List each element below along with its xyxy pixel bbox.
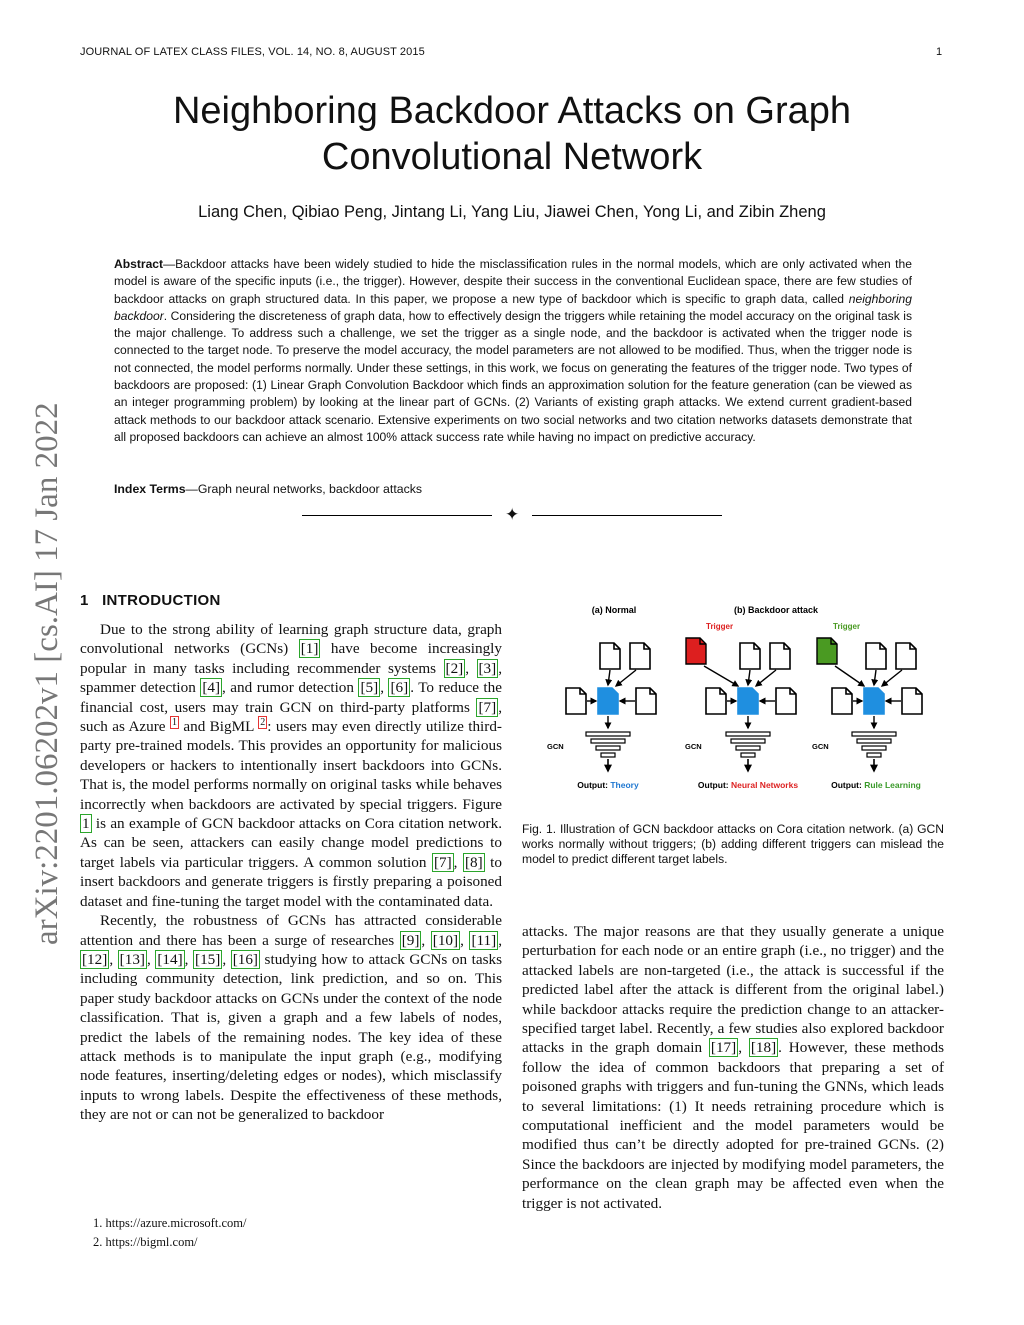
body-text: , <box>738 1039 749 1057</box>
body-text: . To reduce the financial cost, users may train GCN on third-party platforms <box>80 679 502 716</box>
body-text: and BigML <box>178 718 259 736</box>
body-text: , <box>465 659 477 677</box>
panel-a-label: (a) Normal <box>591 605 637 615</box>
body-text: , <box>421 931 431 949</box>
citation-link[interactable]: [10] <box>432 931 459 949</box>
doc-node-icon <box>776 688 796 714</box>
abstract-emph: neighboring backdoor <box>114 291 912 323</box>
doc-node-icon <box>902 688 922 714</box>
citation-link[interactable]: [6] <box>390 679 409 697</box>
body-text: . However, these methods follow the idea of common backdoors that preparing a set of poisoned graphs with triggers and fun-tuning the GNNs, which leads to several limitations: (1) It needs retraining procedure which is computational inefficient and the model parameters would be modified thus can’t be directly adopted for pre-trained GCNs. (2) Since the backdoors are injected by modifying model parameters, the performance on the clean graph may be affected even when the trigger is not activated. <box>522 1039 945 1212</box>
panel-b2-graph <box>812 622 922 771</box>
body-text: studying how to attack GCNs on tasks including community detection, link prediction, and so on. This paper study backdoor attacks on GCNs under the context of the node classification. That is, given a graph and a few labels of nodes, predict the labels of the remaining nodes. The key idea of these attack methods is to manipulate the input graph (e.g., modifying node features, inserting/deleting edges or nodes), which misclassify inputs to wrong labels. Despite the effectiveness of these methods, they are not or can not be generalized to backdoor <box>80 950 502 1124</box>
doc-node-icon <box>832 688 852 714</box>
intro-paragraph-3 <box>522 922 944 1213</box>
body-text: , <box>109 950 118 968</box>
output-a <box>577 780 639 790</box>
doc-node-icon <box>706 688 726 714</box>
footnote-link[interactable]: 2 <box>260 716 266 728</box>
footnotes <box>93 1214 246 1252</box>
index-terms <box>114 482 422 496</box>
target-node-icon <box>598 688 618 714</box>
body-text: , and rumor detection <box>222 679 359 697</box>
footnote-link[interactable]: 1 <box>171 716 177 728</box>
right-column <box>522 922 944 1213</box>
divider-line-left <box>302 515 492 516</box>
doc-node-icon <box>566 688 586 714</box>
section-title: INTRODUCTION <box>102 592 221 609</box>
trigger-label-red: Trigger <box>706 622 734 631</box>
doc-node-icon <box>630 643 650 669</box>
panel-b1-graph <box>685 622 796 771</box>
left-column <box>80 620 502 1125</box>
panel-a-graph <box>547 643 656 771</box>
citation-link[interactable]: [14] <box>157 950 183 968</box>
footnote-azure[interactable]: 1. https://azure.microsoft.com/ <box>93 1216 247 1230</box>
figure-caption: Fig. 1. Illustration of GCN backdoor attacks on Cora citation network. (a) GCN works normally without triggers; (b) adding different triggers can mislead the model to predict different target labels. <box>522 822 944 866</box>
page-number: 1 <box>936 46 943 58</box>
body-text: , <box>146 950 156 968</box>
citation-link[interactable]: [13] <box>119 950 145 968</box>
gcn-label-b2: GCN <box>812 742 829 751</box>
abstract-text-1: —Backdoor attacks have been widely studied to hide the misclassification rules in the normal models, which are only activated when the model is aware of the specific inputs (i.e., the trigger). However, despite their success in the conventional Euclidean space, there are few studies of backdoor attacks on graph structured data. In this paper, we propose a new type of backdoor which is specific to graph data, called <box>114 257 912 306</box>
output-label: Output: <box>577 780 608 790</box>
citation-link[interactable]: [2] <box>445 659 464 677</box>
citation-link[interactable]: [7] <box>433 853 452 871</box>
green-trigger-icon <box>817 638 837 664</box>
arxiv-stamp[interactable]: arXiv:2201.06202v1 [cs.AI] 17 Jan 2022 <box>29 402 65 945</box>
citation-link[interactable]: [8] <box>464 853 483 871</box>
four-point-star-icon: ✦ <box>505 505 520 524</box>
output-neural-networks: Neural Networks <box>730 780 799 790</box>
citation-link[interactable]: [11] <box>471 931 497 949</box>
citation-link[interactable]: [18] <box>750 1039 777 1057</box>
panel-b-label: (b) Backdoor attack <box>733 605 819 615</box>
citation-link[interactable]: [5] <box>360 679 379 697</box>
citation-link[interactable]: [16] <box>232 950 258 968</box>
gcn-label-b1: GCN <box>685 742 702 751</box>
trigger-label-green: Trigger <box>833 622 861 631</box>
doc-node-icon <box>866 643 886 669</box>
figure-link[interactable]: 1 <box>82 815 90 833</box>
footnote-bigml[interactable]: 2. https://bigml.com/ <box>93 1235 198 1249</box>
output-label: Output: <box>697 780 729 790</box>
output-b2 <box>831 780 921 790</box>
citation-link[interactable]: [1] <box>300 640 319 658</box>
target-node-icon <box>864 688 884 714</box>
body-text: attacks. The major reasons are that they usually generate a unique perturbation for each node or an entire graph (i.e., no trigger) and the attacked labels are non-targeted (i.e., the attack is successful if the predicted label after the attack is different from the original label.) while backdoor attacks require the prediction change to an attacker-specified target label. Recently, a few studies also explored backdoor attacks in the graph domain <box>522 923 944 1057</box>
output-rule-learning: Rule Learning <box>864 780 921 790</box>
citation-link[interactable]: [4] <box>202 679 221 697</box>
gcn-label-a: GCN <box>547 742 564 751</box>
red-trigger-icon <box>686 638 706 664</box>
body-text: : users may even directly utilize third-party pre-trained models. This provides an opportunity for malicious developers or hackers to intentionally insert backdoors into GCNs. That is, the model performs normally on original tasks while behaves incorrectly when backdoors are activated by special triggers. Figure <box>80 718 502 813</box>
body-text: , <box>380 679 389 697</box>
body-text: have become increasingly popular in many tasks including recommender systems <box>80 640 502 677</box>
body-text: is an example of GCN backdoor attacks on Cora citation network. As can be seen, attackers can easily change model predictions to target labels via particular triggers. A common solution <box>80 815 502 871</box>
citation-link[interactable]: [9] <box>401 931 420 949</box>
body-text: to insert backdoors and generate triggers is firstly preparing a poisoned dataset and fine-tuning the target model with the contaminated data. <box>80 853 502 910</box>
figure-1 <box>522 596 944 801</box>
output-label: Output: <box>831 780 862 790</box>
doc-node-icon <box>600 643 620 669</box>
intro-paragraph-1 <box>80 620 502 911</box>
abstract-label: Abstract <box>114 257 164 271</box>
body-text: , <box>460 931 470 949</box>
doc-node-icon <box>636 688 656 714</box>
doc-node-icon <box>896 643 916 669</box>
abstract-text-2: . Considering the discreteness of graph data, how to effectively design the triggers while retaining the model accuracy on the original task is the major challenge. To address such a challenge, we set the trigger as a single node, and the backdoor is activated when the trigger node is connected to the target node. To preserve the model accuracy, the model parameters are not allowed to be modified. Thus, when the trigger node is not connected, the model performs normally. Under these settings, in this work, we focus on generating the features of the trigger node. Two types of backdoors are proposed: (1) Linear Graph Convolution Backdoor which finds an approximation solution for the feature generation (can be viewed as an integer programming problem) by looking at the linear part of GCNs. (2) Variants of existing graph attacks. We extend current gradient-based attack methods to our backdoor attack scenario. Extensive experiments on two social networks and two citation networks datasets demonstrate that all proposed backdoors can achieve an almost 100% attack success rate while having no impact on predictive accuracy. <box>114 308 912 444</box>
doc-node-icon <box>740 643 760 669</box>
section-divider <box>302 506 722 526</box>
author-list: Liang Chen, Qibiao Peng, Jintang Li, Yang Liu, Jiawei Chen, Yong Li, and Zibin Zheng <box>198 203 826 221</box>
body-text: , <box>222 950 231 968</box>
section-number: 1 <box>80 592 89 609</box>
target-node-icon <box>738 688 758 714</box>
output-theory: Theory <box>610 780 639 790</box>
paper-title: Neighboring Backdoor Attacks on Graph Convolutional Network <box>172 90 852 178</box>
intro-paragraph-2 <box>80 911 502 1124</box>
body-text: , spammer detection <box>80 659 503 697</box>
body-text: Due to the strong ability of learning graph structure data, graph convolutional networks (GCNs) <box>80 621 502 658</box>
citation-link[interactable]: [15] <box>195 950 221 968</box>
running-head: JOURNAL OF LATEX CLASS FILES, VOL. 14, NO. 8, AUGUST 2015 <box>80 46 425 58</box>
citation-link[interactable]: [7] <box>478 698 497 716</box>
body-text: , such as Azure <box>80 698 502 736</box>
index-terms-label: Index Terms <box>114 482 186 496</box>
body-text: , <box>453 853 463 871</box>
section-heading <box>80 592 221 609</box>
output-b1 <box>698 780 798 790</box>
index-terms-text: —Graph neural networks, backdoor attacks <box>185 482 423 496</box>
divider-line-right <box>532 515 722 516</box>
body-text: , <box>498 931 503 949</box>
citation-link[interactable]: [17] <box>710 1039 737 1057</box>
body-text: , <box>184 950 194 968</box>
abstract <box>114 256 912 446</box>
citation-link[interactable]: [12] <box>82 950 108 968</box>
citation-link[interactable]: [3] <box>478 659 497 677</box>
doc-node-icon <box>770 643 790 669</box>
body-text: Recently, the robustness of GCNs has attracted considerable attention and there has been a surge of researches <box>80 912 502 949</box>
